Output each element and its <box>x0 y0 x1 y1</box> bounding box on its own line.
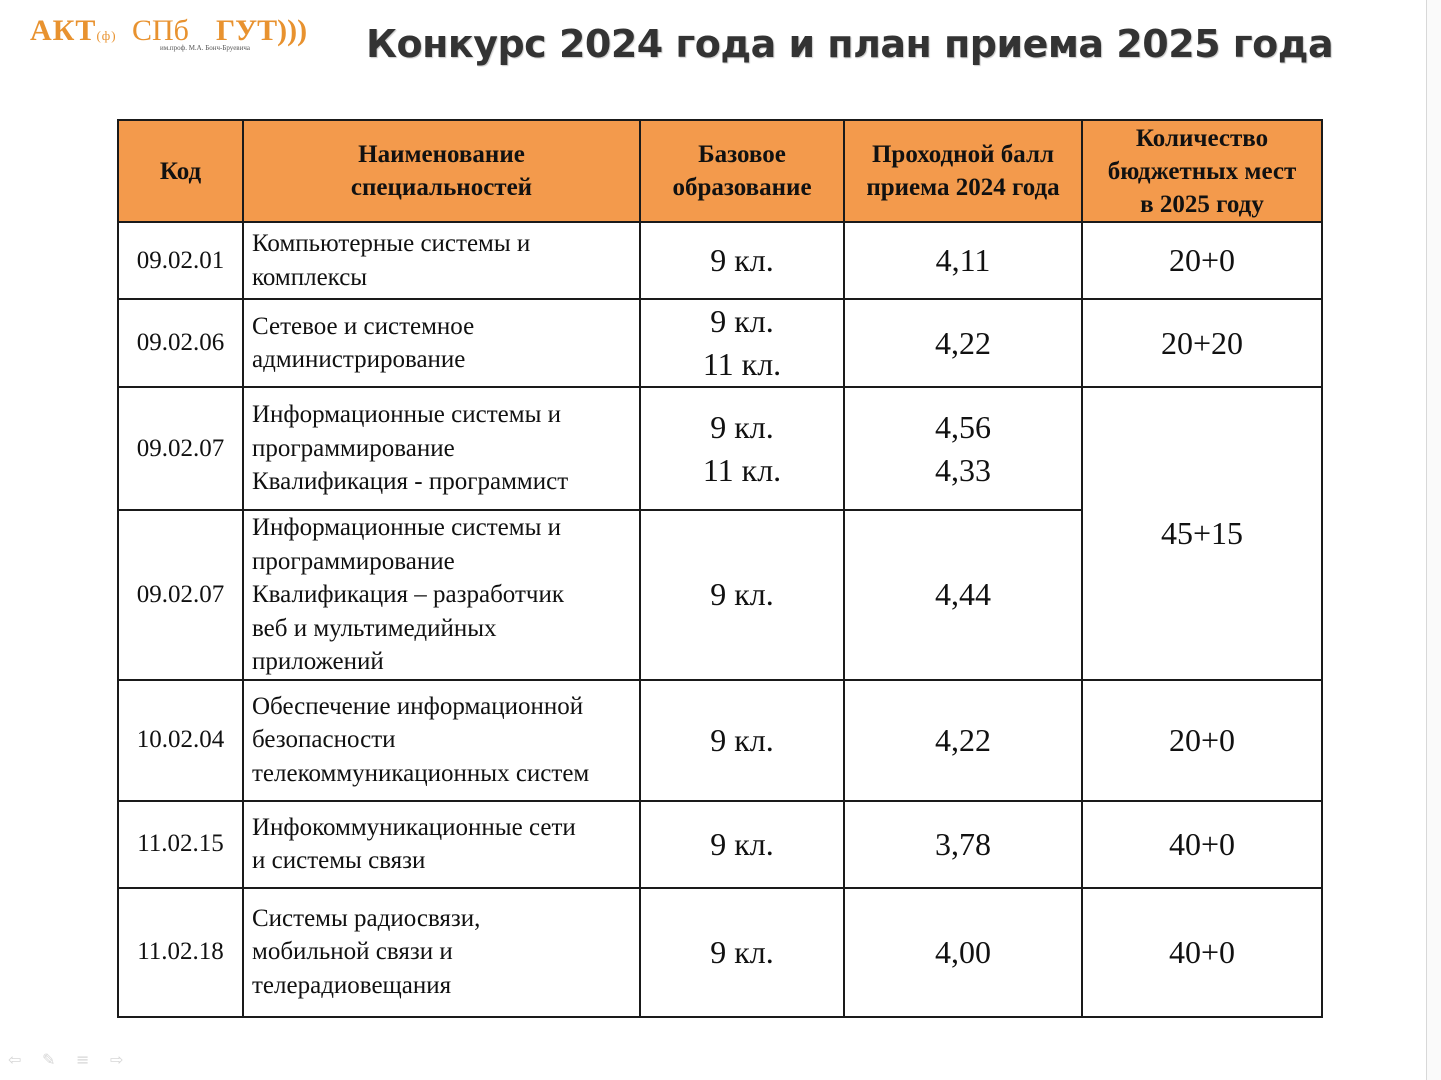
admission-table <box>117 119 1323 1018</box>
previous-slide-icon[interactable]: ⇦ <box>8 1050 22 1069</box>
logo-spb: СПб <box>132 14 189 47</box>
slide-navigation <box>8 1050 144 1069</box>
cell-name: Информационные системы и программирование Квалификация - программист <box>243 387 640 510</box>
cell-base: 9 кл. <box>640 888 844 1017</box>
header-places: Количество бюджетных мест в 2025 году <box>1082 120 1322 222</box>
table-row <box>118 387 1322 510</box>
cell-places: 20+0 <box>1082 222 1322 299</box>
cell-base: 9 кл. 11 кл. <box>640 299 844 387</box>
header-name: Наименование специальностей <box>243 120 640 222</box>
cell-score: 4,44 <box>844 510 1082 680</box>
cell-name: Инфокоммуникационные сети и системы связи <box>243 801 640 888</box>
cell-score: 4,22 <box>844 680 1082 801</box>
header-code: Код <box>118 120 243 222</box>
menu-icon[interactable]: ≡ <box>76 1050 90 1069</box>
cell-code: 11.02.15 <box>118 801 243 888</box>
page-title: Конкурс 2024 года и план приема 2025 года <box>366 22 1334 66</box>
header-score: Проходной балл приема 2024 года <box>844 120 1082 222</box>
cell-name: Сетевое и системное администрирование <box>243 299 640 387</box>
cell-base: 9 кл. <box>640 801 844 888</box>
cell-places: 40+0 <box>1082 801 1322 888</box>
cell-places-merged: 45+15 <box>1082 387 1322 680</box>
logo-akt: АКТ(ф) <box>30 14 117 47</box>
cell-score: 3,78 <box>844 801 1082 888</box>
logo-subtitle: им.проф. М.А. Бонч-Бруевича <box>160 44 250 52</box>
cell-places: 20+20 <box>1082 299 1322 387</box>
cell-base: 9 кл. <box>640 222 844 299</box>
cell-name: Компьютерные системы и комплексы <box>243 222 640 299</box>
cell-places: 20+0 <box>1082 680 1322 801</box>
cell-code: 09.02.06 <box>118 299 243 387</box>
cell-places: 40+0 <box>1082 888 1322 1017</box>
cell-code: 11.02.18 <box>118 888 243 1017</box>
cell-score: 4,11 <box>844 222 1082 299</box>
cell-score: 4,22 <box>844 299 1082 387</box>
next-slide-icon[interactable]: ⇨ <box>110 1050 124 1069</box>
cell-name: Системы радиосвязи, мобильной связи и телерадиовещания <box>243 888 640 1017</box>
cell-name: Обеспечение информационной безопасности телекоммуникационных систем <box>243 680 640 801</box>
logo <box>30 10 330 60</box>
header-base: Базовое образование <box>640 120 844 222</box>
table-header-row <box>118 120 1322 222</box>
logo-gut: ГУТ))) <box>216 14 308 47</box>
cell-base: 9 кл. <box>640 680 844 801</box>
cell-name: Информационные системы и программирование Квалификация – разработчик веб и мультимедийных приложений <box>243 510 640 680</box>
cell-code: 10.02.04 <box>118 680 243 801</box>
table-row <box>118 299 1322 387</box>
cell-score: 4,00 <box>844 888 1082 1017</box>
table-row <box>118 801 1322 888</box>
cell-base: 9 кл. 11 кл. <box>640 387 844 510</box>
cell-code: 09.02.07 <box>118 510 243 680</box>
table-row <box>118 888 1322 1017</box>
table-row <box>118 222 1322 299</box>
window-edge <box>1426 0 1441 1080</box>
pen-icon[interactable]: ✎ <box>42 1050 56 1069</box>
table-row <box>118 680 1322 801</box>
cell-score: 4,56 4,33 <box>844 387 1082 510</box>
cell-code: 09.02.07 <box>118 387 243 510</box>
cell-base: 9 кл. <box>640 510 844 680</box>
cell-code: 09.02.01 <box>118 222 243 299</box>
